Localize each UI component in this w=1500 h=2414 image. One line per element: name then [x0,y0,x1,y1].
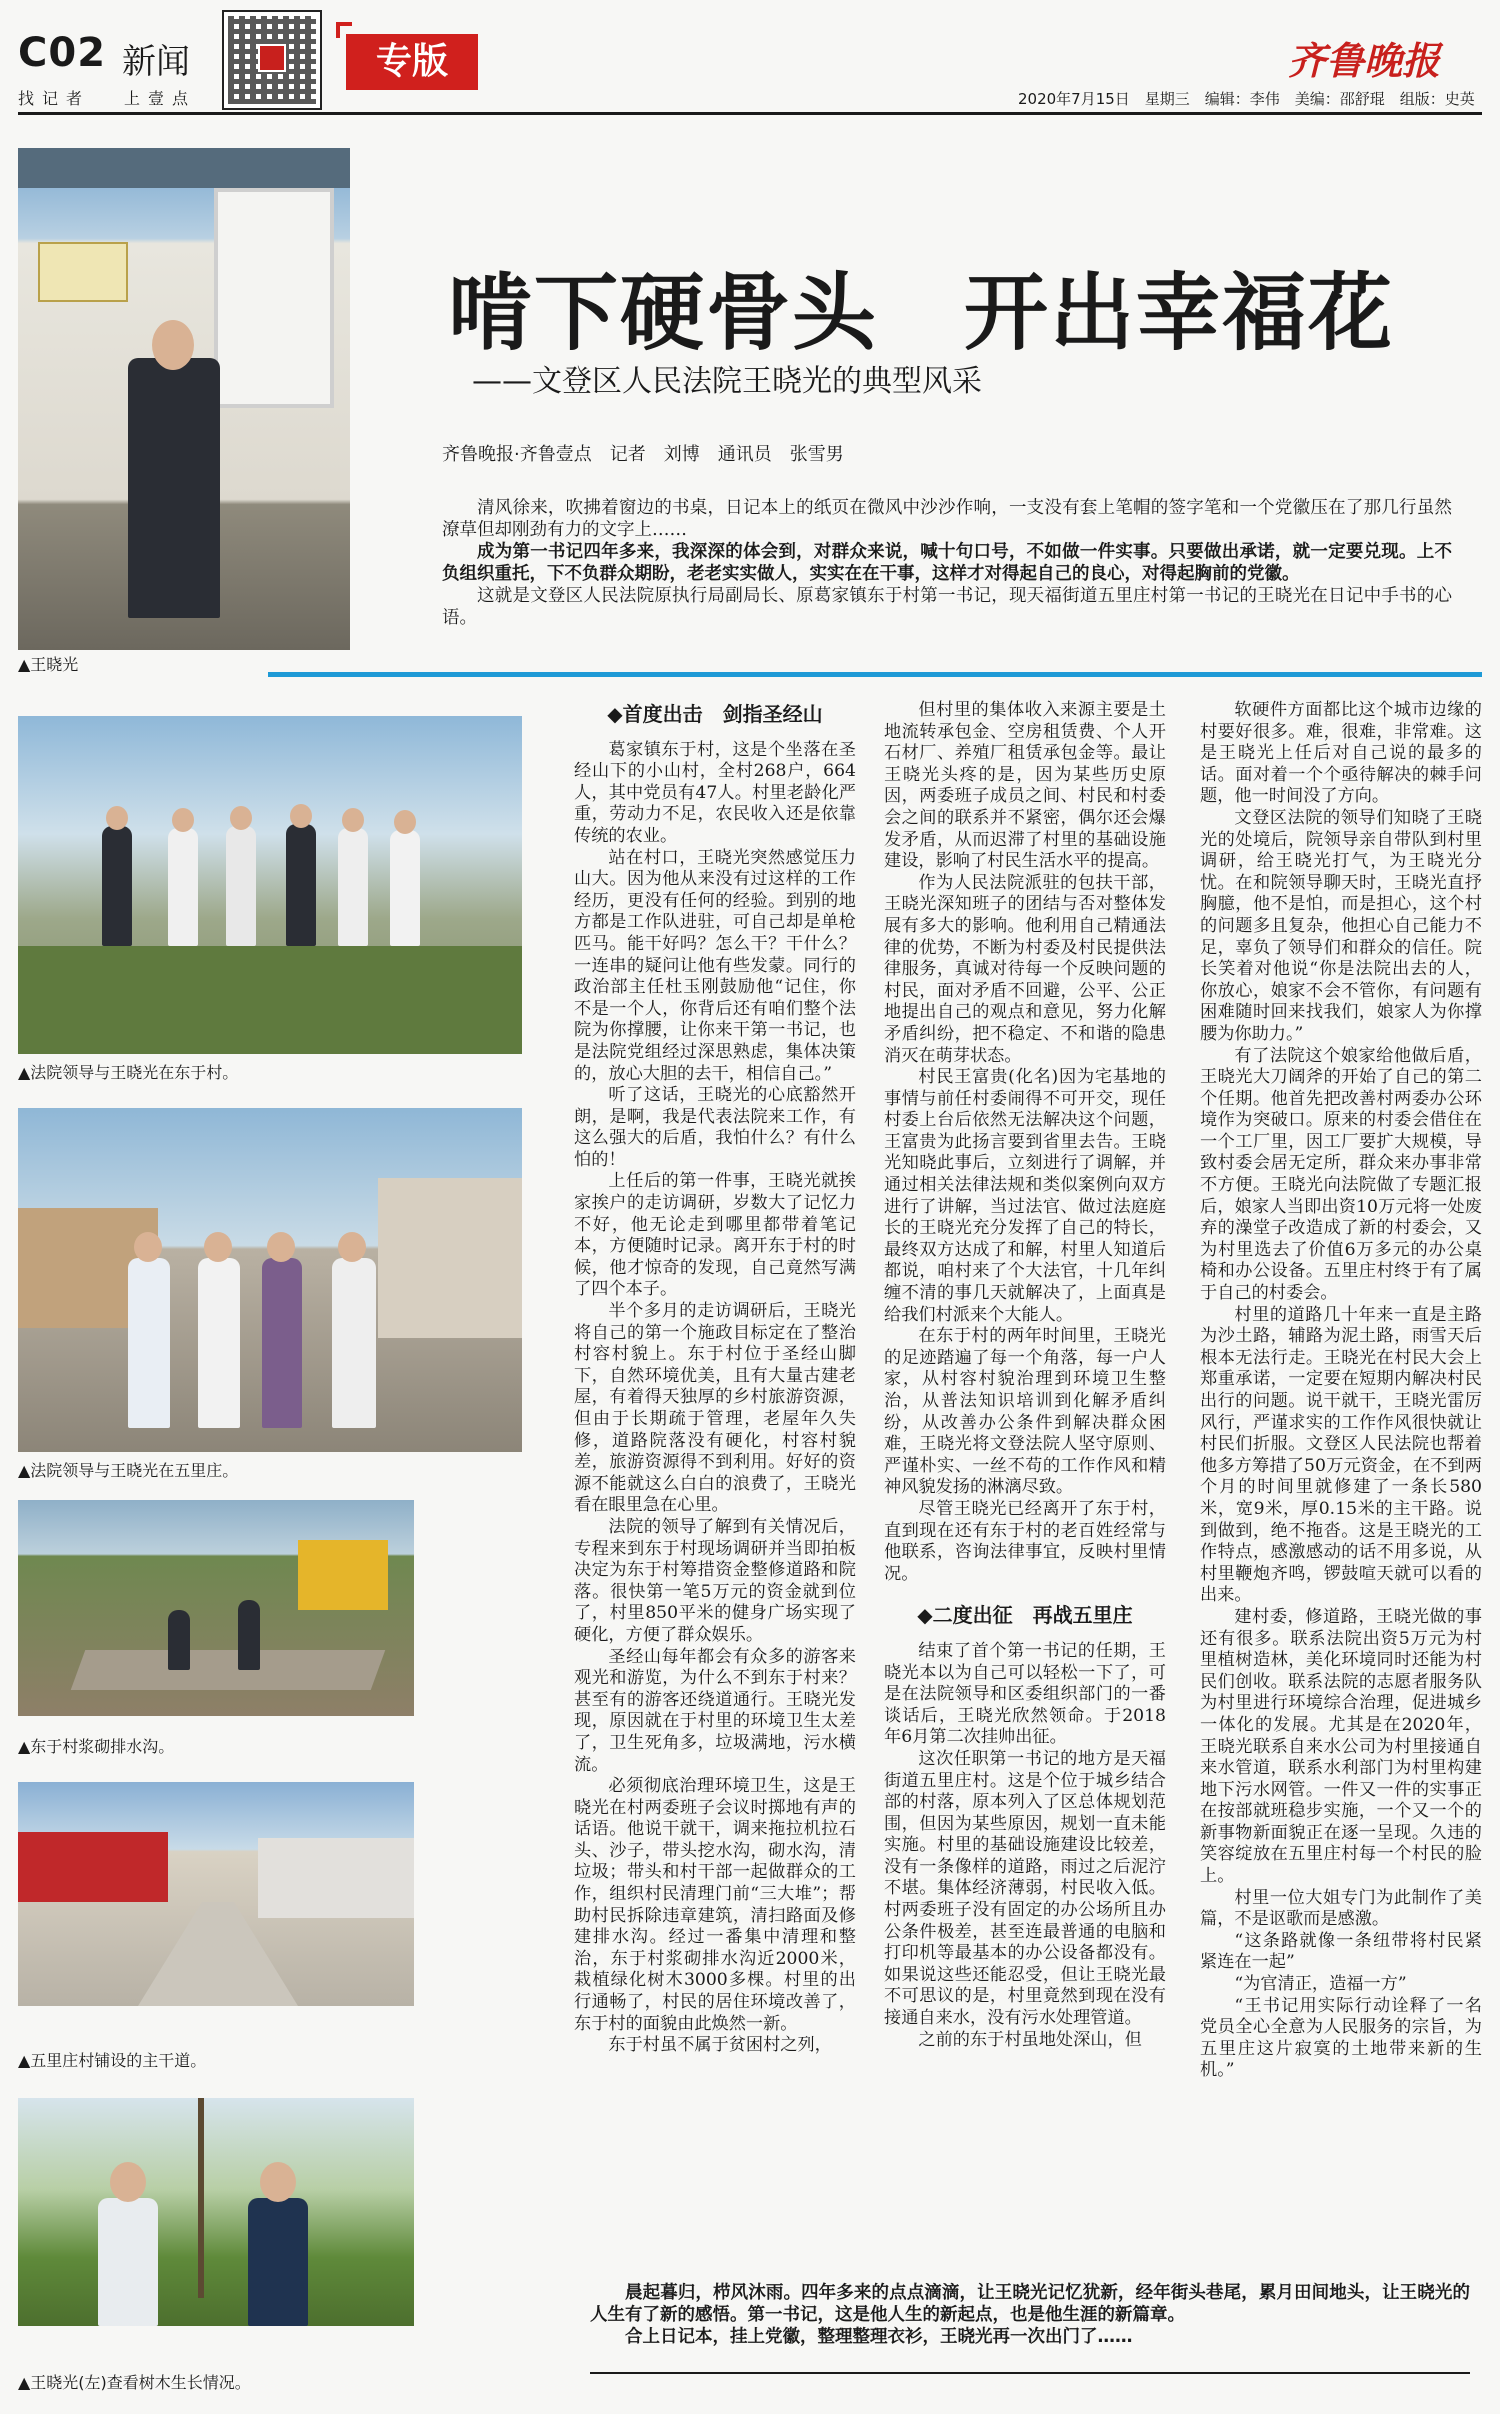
lead-paragraph-1: 清风徐来，吹拂着窗边的书桌，日记本上的纸页在微风中沙沙作响，一支没有套上笔帽的签字笔和一个党徽压在了那几行虽然潦草但却刚劲有力的文字上…… [442,498,1452,540]
paragraph: 村里的道路几十年来一直是主路为沙土路，辅路为泥土路，雨雪天后根本无法行走。王晓光在村民大会上郑重承诺，一定要在短期内解决村民出行的问题。说干就干，王晓光雷厉风行，严谨求实的工作作风很快就让村民们折服。文登区人民法院也帮着他多方筹措了50万元资金，在不到两个月的时间里就修建了一条长580米，宽9米，厚0.15米的主干路。说到做到，绝不拖沓。这是王晓光的工作特点，感激感动的话不用多说，从村里鞭炮齐鸣，锣鼓喧天就可以看的出来。 [1200,1304,1482,1606]
header-rule [18,112,1482,115]
body-column-2 [884,700,1166,2260]
paragraph: 尽管王晓光已经离开了东于村，直到现在还有东于村的老百姓经常与他联系，咨询法律事宜，反映村里情况。 [884,1498,1166,1584]
paragraph: 半个多月的走访调研后，王晓光将自己的第一个施政目标定在了整治村容村貌上。东于村位于圣经山脚下，自然环境优美，且有大量古建老屋，有着得天独厚的乡村旅游资源，但由于长期疏于管理，老屋年久失修，道路院落没有硬化，村容村貌差，旅游资源得不到利用。好好的资源不能就这么白白的浪费了，王晓光看在眼里急在心里。 [574,1301,856,1516]
photo-main-road [18,1782,414,2006]
photo-drainage-ditch [18,1500,414,1716]
section-name: 新闻 [122,42,190,82]
caption-inspecting-trees: ▲王晓光(左)查看树木生长情况。 [18,2373,251,2392]
quote: “王书记用实际行动诠释了一名党员全心全意为人民服务的宗旨，为五里庄这片寂寞的土地带来新的生机。” [1200,1995,1482,2081]
article-byline: 齐鲁晚报·齐鲁壹点 记者 刘博 通讯员 张雪男 [442,444,844,465]
paragraph: 结束了首个第一书记的任期，王晓光本以为自己可以轻松一下了，可是在法院领导和区委组织部门的一番谈话后，王晓光欣然领命。于2018年6月第二次挂帅出征。 [884,1640,1166,1748]
newspaper-logo: 齐鲁晚报 [1288,38,1441,83]
paragraph: 圣经山每年都会有众多的游客来观光和游览，为什么不到东于村来？甚至有的游客还绕道通行。王晓光发现，原因就在于村里的环境卫生太差了，卫生死角多，垃圾满地，污水横流。 [574,1646,856,1775]
paragraph: 村里一位大姐专门为此制作了美篇，不是讴歌而是感激。 [1200,1887,1482,1930]
caption-drainage-ditch: ▲东于村浆砌排水沟。 [18,1737,175,1756]
paragraph: 有了法院这个娘家给他做后盾，王晓光大刀阔斧的开始了自己的第二个任期。他首先把改善村两委办公环境作为突破口。原来的村委会借住在一个工厂里，因工厂要扩大规模，导致村委会居无定所，群众来办事非常不方便。王晓光向法院做了专题汇报后，娘家人当即出资10万元将一处废弃的澡堂子改造成了新的村委会，又为村里选去了价值6万多元的办公桌椅和办公设备。五里庄村终于有了属于自己的村委会。 [1200,1045,1482,1304]
paragraph: 村民王富贵(化名)因为宅基地的事情与前任村委闹得不可开交，现任村委上台后依然无法解决这个问题，王富贵为此扬言要到省里去告。王晓光知晓此事后，立刻进行了调解，并通过相关法律法规和类似案例向双方进行了讲解，当过法官、做过法庭庭长的王晓光充分发挥了自己的特长，最终双方达成了和解，村里人知道后都说，咱村来了个大法官，十几年纠缠不清的事几天就解决了，上面真是给我们村派来个大能人。 [884,1067,1166,1325]
article-subtitle: ——文登区人民法院王晓光的典型风采 [472,364,982,399]
closing-block [590,2282,1470,2348]
section-divider [268,672,1482,677]
caption-leaders-wulizhuang: ▲法院领导与王晓光在五里庄。 [18,1461,239,1480]
photo-inspecting-trees [18,2098,414,2326]
paragraph: 必须彻底治理环境卫生，这是王晓光在村两委班子会议时掷地有声的话语。他说干就干，调来拖拉机拉石头、沙子，带头挖水沟，砌水沟，清垃圾；带头和村干部一起做群众的工作，组织村民清理门前“三大堆”；帮助村民拆除违章建筑，清扫路面及修建排水沟。经过一番集中清理和整治，东于村浆砌排水沟近2000米，栽植绿化树木3000多棵。村里的出行通畅了，村民的居住环境改善了，东于村的面貌由此焕然一新。 [574,1776,856,2034]
paragraph: 听了这话，王晓光的心底豁然开朗，是啊，我是代表法院来工作，有这么强大的后盾，我怕什么？有什么怕的！ [574,1085,856,1170]
issue-info: 2020年7月15日 星期三 编辑：李伟 美编：邵舒琨 组版：史英 [1018,90,1475,108]
main-photo-caption: ▲王晓光 [18,655,79,674]
section-heading-2: ◆二度出征 再战五里庄 [917,1603,1133,1628]
photo-leaders-dongyu [18,716,522,1054]
body-column-1 [574,700,856,2260]
paragraph: 葛家镇东于村，这是个坐落在圣经山下的小山村，全村268户，664人，其中党员有47人。村里老龄化严重，劳动力不足，农民收入还是依靠传统的农业。 [574,739,856,846]
closing-paragraph-1: 晨起暮归，栉风沐雨。四年多来的点点滴滴，让王晓光记忆犹新，经年街头巷尾，累月田间地头，让王晓光的人生有了新的感悟。第一书记，这是他人生的新起点，也是他生涯的新篇章。 [590,2283,1470,2325]
paragraph: 之前的东于村虽地处深山，但 [918,2029,1142,2050]
paragraph: 在东于村的两年时间里，王晓光的足迹踏遍了每一个角落，每一户人家，从村容村貌治理到环境卫生整治，从普法知识培训到化解矛盾纠纷，从改善办公条件到解决群众困难，王晓光将文登法院人坚守原则、严谨朴实、一丝不苟的工作作风和精神风貌发扬的淋漓尽致。 [884,1326,1166,1498]
paragraph: 但村里的集体收入来源主要是土地流转承包金、空房租赁费、个人开石材厂、养殖厂租赁承包金等。最让王晓光头疼的是，因为某些历史原因，两委班子成员之间、村民和村委会之间的联系并不紧密，偶尔还会爆发矛盾，从而迟滞了村里的基础设施建设，影响了村民生活水平的提高。 [884,700,1166,872]
paragraph: 作为人民法院派驻的包扶干部，王晓光深知班子的团结与否对整体发展有多大的影响。他利用自己精通法律的优势，不断为村委及村民提供法律服务，真诚对待每一个反映问题的村民，面对矛盾不回避，公平、公正地提出自己的观点和意见，努力化解矛盾纠纷，把不稳定、不和谐的隐患消灭在萌芽状态。 [884,872,1166,1066]
special-badge: 专版 [346,34,478,90]
body-column-3 [1200,700,1482,2260]
footer-rule [590,2372,1470,2374]
closing-paragraph-2: 合上日记本，挂上党徽，整理整理衣衫，王晓光再一次出门了…… [625,2327,1133,2347]
main-photo [18,148,350,650]
paragraph: 站在村口，王晓光突然感觉压力山大。因为他从来没有过这样的工作经历，更没有任何的经验。到别的地方都是工作队进驻，可自己却是单枪匹马。能干好吗？怎么干？干什么？一连串的疑问让他有些发蒙。同行的政治部主任杜玉刚鼓励他“记住，你不是一个人，你背后还有咱们整个法院为你撑腰，让你来干第一书记，也是法院党组经过深思熟虑，集体决策的，放心大胆的去干，相信自己。” [574,847,856,1084]
section-slogan-right: 上壹点 [124,89,197,108]
caption-leaders-dongyu: ▲法院领导与王晓光在东于村。 [18,1063,239,1082]
photo-leaders-wulizhuang [18,1108,522,1452]
paragraph: 软硬件方面都比这个城市边缘的村要好很多。难，很难，非常难。这是王晓光上任后对自己说的最多的话。面对着一个个亟待解决的棘手问题，他一时间没了方向。 [1200,700,1482,807]
lead-paragraph-3: 这就是文登区人民法院原执行局副局长、原葛家镇东于村第一书记，现天福街道五里庄村第一书记的王晓光在日记中手书的心语。 [442,586,1452,628]
section-heading-1: ◆首度出击 剑指圣经山 [607,702,823,726]
paragraph: 法院的领导了解到有关情况后，专程来到东于村现场调研并当即拍板决定为东于村筹措资金整修道路和院落。很快第一笔5万元的资金就到位了，村里850平米的健身广场实现了硬化，方便了群众娱乐。 [574,1516,856,1645]
lead-paragraph-2: 成为第一书记四年多来，我深深的体会到，对群众来说，喊十句口号，不如做一件实事。只要做出承诺，就一定要兑现。上不负组织重托，下不负群众期盼，老老实实做人，实实在在干事，这样才对得起自己的良心，对得起胸前的党徽。 [442,542,1452,584]
page-code: C02 [18,30,107,76]
paragraph: 上任后的第一件事，王晓光就挨家挨户的走访调研，岁数大了记忆力不好，他无论走到哪里都带着笔记本，方便随时记录。离开东于村的时候，他才惊奇的发现，自己竟然写满了四个本子。 [574,1171,856,1300]
qr-logo-icon [258,44,286,72]
paragraph: 这次任职第一书记的地方是天福街道五里庄村。这是个位于城乡结合部的村落，原本列入了区总体规划范围，但因为某些原因，规划一直未能实施。村里的基础设施建设比较差，没有一条像样的道路，雨过之后泥泞不堪。集体经济薄弱，村民收入低。村两委班子没有固定的办公场所且办公条件极差，甚至连最普通的电脑和打印机等最基本的办公设备都没有。如果说这些还能忍受，但让王晓光最不可思议的是，村里竟然到现在没有接通自来水，没有污水处理管道。 [884,1748,1166,2029]
paragraph: 文登区法院的领导们知晓了王晓光的处境后，院领导亲自带队到村里调研，给王晓光打气，为王晓光分忧。在和院领导聊天时，王晓光直抒胸臆，他不是怕，而是担心，这个村的问题多且复杂，他担心自己能力不足，辜负了领导们和群众的信任。院长笑着对他说“你是法院出去的人，你放心，娘家不会不管你，有问题有困难随时回来找我们，娘家人为你撑腰为你助力。” [1200,807,1482,1044]
quote: “为官清正，造福一方” [1234,1974,1407,1995]
quote: “这条路就像一条纽带将村民紧紧连在一起” [1200,1930,1482,1973]
lead-block [442,497,1452,629]
paragraph: 东于村虽不属于贫困村之列， [608,2035,832,2056]
paragraph: 建村委，修道路，王晓光做的事还有很多。联系法院出资5万元为村里植树造林，美化环境同时还能为村民们创收。联系法院的志愿者服务队为村里进行环境综合治理，促进城乡一体化的发展。尤其是在2020年，王晓光联系自来水公司为村里接通自来水管道，联系水利部门为村里构建地下污水网管。一件又一件的实事正在按部就班稳步实施，一个又一个的新事物新面貌正在逐一呈现。久违的笑容绽放在五里庄村每一个村民的脸上。 [1200,1606,1482,1887]
article-title: 啃下硬骨头 开出幸福花 [448,264,1395,362]
caption-main-road: ▲五里庄村铺设的主干道。 [18,2051,207,2070]
section-slogan-left: 找记者 [18,89,91,108]
